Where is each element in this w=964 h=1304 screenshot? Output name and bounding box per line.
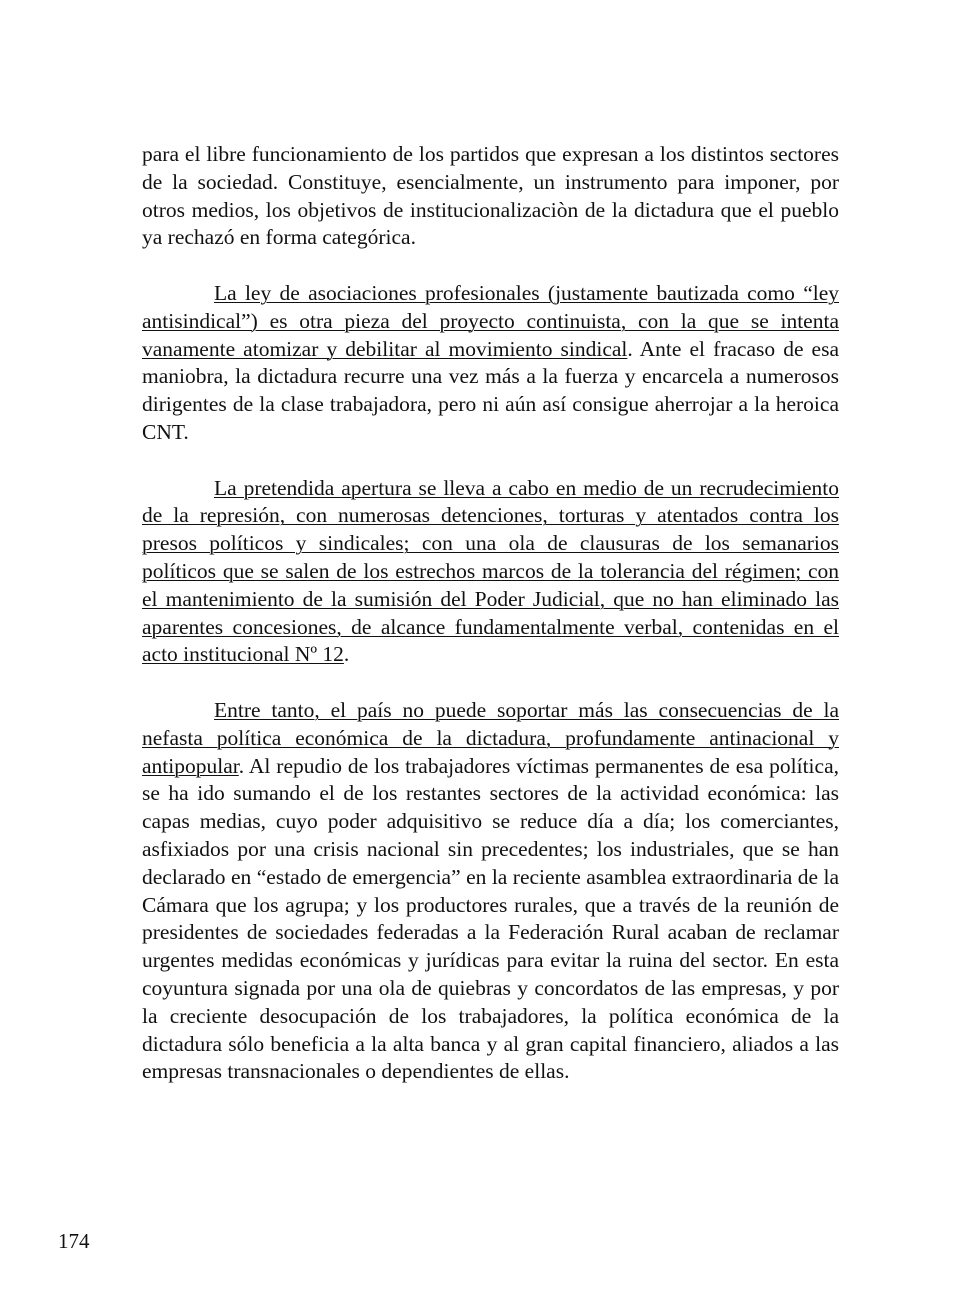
paragraph-2 (142, 280, 839, 447)
paragraph-2-underlined: La ley de asociaciones profesionales (justamente bautizada como “ley antisindical”) es otra pieza del proyecto continuista, con la que se intenta vanamente atomizar y debilitar al movimiento sindical (142, 280, 839, 361)
paragraph-3-underlined: La pretendida apertura se lleva a cabo en medio de un recrudecimiento de la represión, con numerosas detenciones, torturas y atentados contra los presos políticos y sindicales; con una ola de clausuras de los semanarios políticos que se salen de los estrechos marcos de la tolerancia del régimen; con el mantenimiento de la sumisión del Poder Judicial, que no han eliminado las aparentes concesiones, de alcance fundamentalmente verbal, contenidas en el acto institucional Nº 12 (142, 475, 839, 667)
paragraph-4-underlined: Entre tanto, el país no puede soportar más las consecuencias de la nefasta política económica de la dictadura, profundamente antinacional y antipopular (142, 697, 839, 778)
paragraph-2-text: . Ante el fracaso de esa maniobra, la dictadura recurre una vez más a la fuerza y encarcela a numerosos dirigentes de la clase trabajadora, pero ni aún así consigue aherrojar a la heroica CNT. (142, 336, 840, 444)
paragraph-4-text: . Al repudio de los trabajadores víctimas permanentes de esa política, se ha ido sumando el de los restantes sectores de la actividad económica: las capas medias, cuyo poder adquisitivo se reduce día a día; los comerciantes, asfixiados por una crisis nacional sin precedentes; los industriales, que se han declarado en “estado de emergencia” en la reciente asamblea extraordinaria de la Cámara que los agrupa; y los productores rurales, que a través de la reunión de presidentes de sociedades federadas a la Federación Rural acaban de reclamar urgentes medidas económicas y jurídicas para evitar la ruina del sector. En esta coyuntura signada por una ola de quiebras y concordatos de las empresas, y por la creciente desocupación de los trabajadores, la política económica de la dictadura sólo beneficia a la alta banca y al gran capital financiero, aliados a las empresas transnacionales o dependientes de ellas. (142, 753, 839, 1084)
page-body (142, 141, 839, 1114)
paragraph-4 (142, 697, 839, 1086)
paragraph-1 (142, 141, 839, 252)
paragraph-3-text: . (343, 642, 350, 667)
paragraph-1-text: para el libre funcionamiento de los partidos que expresan a los distintos sectores de la sociedad. Constituye, esencialmente, un instrumento para imponer, por otros medios, los objetivos de institucionalizaciòn de la dictadura que el pueblo ya rechazó en forma categórica. (142, 142, 839, 250)
paragraph-3 (142, 475, 839, 670)
page-number: 174 (58, 1229, 90, 1253)
